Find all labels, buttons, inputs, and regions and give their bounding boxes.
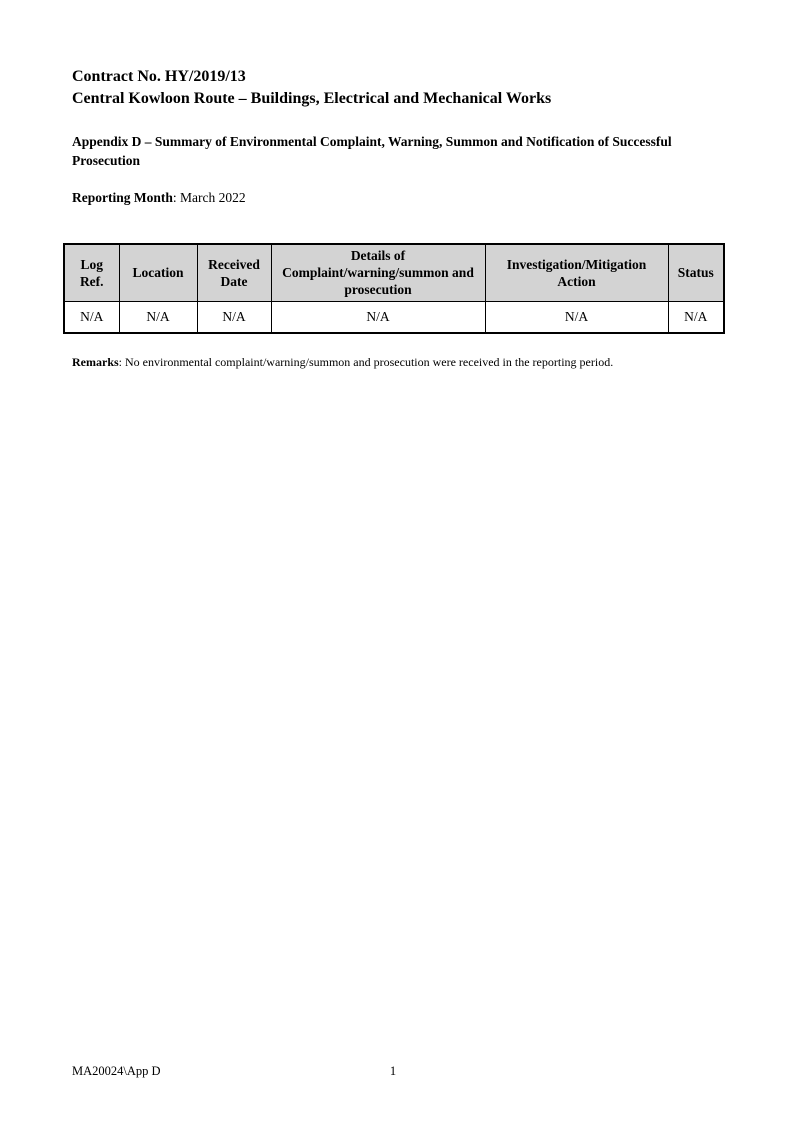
cell-status: N/A (668, 301, 724, 333)
remarks-line (72, 354, 723, 370)
page-content (63, 66, 723, 370)
contract-title: Central Kowloon Route – Buildings, Electrical and Mechanical Works (72, 90, 552, 107)
reporting-month-label: Reporting Month (72, 190, 173, 205)
cell-details: N/A (271, 301, 485, 333)
footer-doc-ref: MA20024\App D (72, 1064, 161, 1078)
table-row (64, 301, 724, 333)
cell-log-ref: N/A (64, 301, 119, 333)
column-header-location: Location (119, 244, 197, 301)
column-header-status: Status (668, 244, 724, 301)
contract-number: Contract No. HY/2019/13 (72, 68, 246, 85)
cell-location: N/A (119, 301, 197, 333)
cell-investigation: N/A (485, 301, 668, 333)
environmental-complaint-summary-table (63, 243, 725, 334)
footer-page-number: 1 (389, 1064, 397, 1078)
column-header-received-date: Received Date (197, 244, 271, 301)
cell-received-date: N/A (197, 301, 271, 333)
remarks-label: Remarks (72, 355, 119, 369)
remarks-text: : No environmental complaint/warning/summon and prosecution were received in the reporting period. (118, 355, 614, 369)
reporting-month-value: : March 2022 (172, 190, 246, 205)
appendix-heading: Appendix D – Summary of Environmental Complaint, Warning, Summon and Notification of Successful Prosecution (72, 134, 672, 168)
document-title (72, 66, 723, 110)
table-header-row (64, 244, 724, 301)
column-header-investigation: Investigation/Mitigation Action (485, 244, 668, 301)
column-header-details: Details of Complaint/warning/summon and prosecution (271, 244, 485, 301)
reporting-month (72, 188, 723, 207)
column-header-log-ref: Log Ref. (64, 244, 119, 301)
